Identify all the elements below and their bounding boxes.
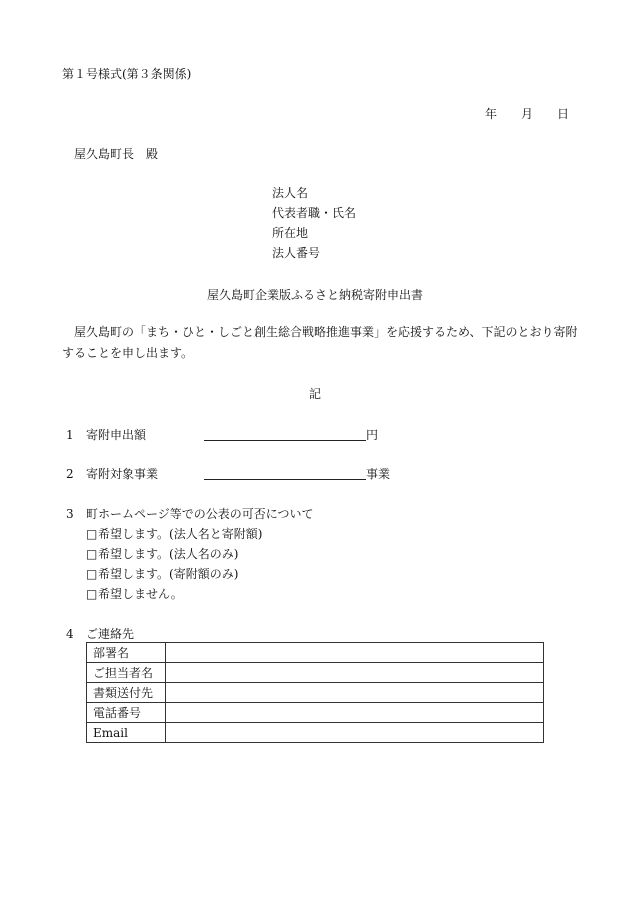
date-month-label: 月 (521, 107, 534, 121)
item-label: 寄附対象事業 (86, 467, 159, 481)
item-number: 4 (66, 627, 74, 641)
publicity-option[interactable] (86, 528, 262, 548)
amount-suffix: 円 (366, 428, 379, 442)
body-line-2: することを申し出ます。 (62, 346, 194, 360)
date-day-label: 日 (557, 107, 570, 121)
contact-label-department: 部署名 (87, 643, 166, 663)
date-year-label: 年 (485, 107, 498, 121)
contact-value-department[interactable] (166, 643, 544, 663)
applicant-field-representative: 代表者職・氏名 (272, 206, 357, 220)
project-suffix: 事業 (366, 467, 391, 481)
addressee: 屋久島町長 殿 (74, 147, 159, 161)
table-row (87, 643, 544, 663)
contact-label-person: ご担当者名 (87, 663, 166, 683)
contact-value-phone[interactable] (166, 703, 544, 723)
item-label: 町ホームページ等での公表の可否について (86, 507, 314, 521)
item-label: 寄附申出額 (86, 428, 147, 442)
checkbox[interactable]: □ (86, 527, 98, 541)
item-number: 2 (66, 467, 74, 481)
contact-value-person[interactable] (166, 663, 544, 683)
form-number: 第１号様式(第３条関係) (62, 67, 192, 81)
applicant-field-corporate-number: 法人番号 (272, 246, 321, 260)
applicant-field-address: 所在地 (272, 226, 309, 240)
option-label: 希望します。(法人名のみ) (98, 547, 239, 561)
publicity-option[interactable] (86, 548, 262, 568)
contact-label-email: Email (87, 723, 166, 743)
publicity-option[interactable] (86, 588, 262, 608)
checkbox[interactable]: □ (86, 547, 98, 561)
body-line-1: 屋久島町の「まち・ひと・しごと創生総合戦略推進事業」を応援するため、下記のとおり寄附 (74, 325, 578, 339)
contact-label-phone: 電話番号 (87, 703, 166, 723)
contact-value-mailing-address[interactable] (166, 683, 544, 703)
contact-table (86, 642, 544, 743)
contact-value-email[interactable] (166, 723, 544, 743)
contact-label-mailing-address: 書類送付先 (87, 683, 166, 703)
applicant-field-company: 法人名 (272, 186, 309, 200)
item-number: 3 (66, 507, 74, 521)
item-label: ご連絡先 (86, 627, 135, 641)
option-label: 希望します。(法人名と寄附額) (98, 527, 263, 541)
table-row (87, 703, 544, 723)
table-row (87, 723, 544, 743)
publicity-options (86, 528, 262, 608)
amount-blank-line[interactable] (204, 440, 366, 441)
document-title: 屋久島町企業版ふるさと納税寄附申出書 (207, 288, 424, 302)
table-row (87, 663, 544, 683)
option-label: 希望しません。 (98, 587, 183, 601)
option-label: 希望します。(寄附額のみ) (98, 567, 239, 581)
item-number: 1 (66, 428, 74, 442)
table-row (87, 683, 544, 703)
checkbox[interactable]: □ (86, 587, 98, 601)
checkbox[interactable]: □ (86, 567, 98, 581)
publicity-option[interactable] (86, 568, 262, 588)
ki-heading: 記 (309, 387, 322, 401)
project-blank-line[interactable] (204, 479, 366, 480)
